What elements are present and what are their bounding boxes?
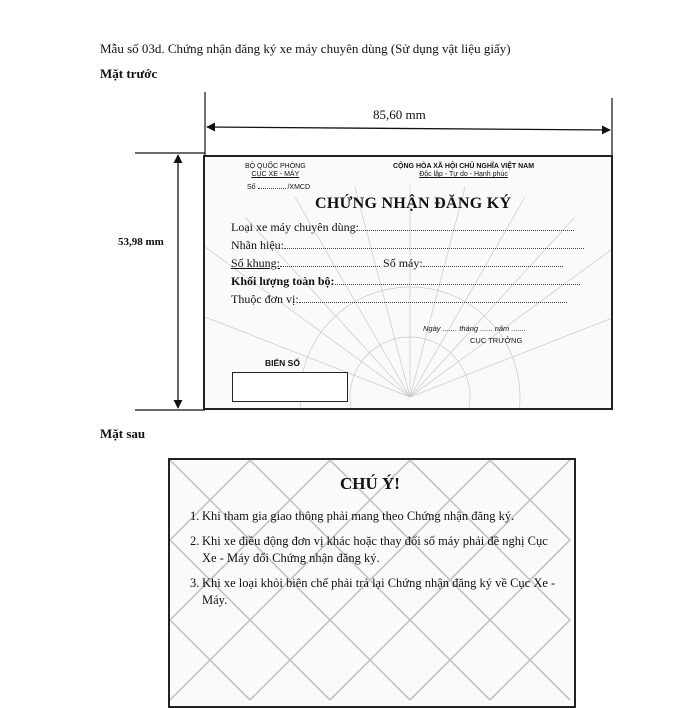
- date-line: Ngày ....... tháng ...... năm .......: [423, 324, 526, 333]
- form-title: Mẫu số 03d. Chứng nhận đăng ký xe máy chuyên dùng (Sử dụng vật liệu giấy): [100, 41, 511, 56]
- notice-number: 2.: [190, 534, 200, 548]
- notice-item: [190, 508, 562, 525]
- notice-list: [190, 508, 562, 609]
- notice-title: CHÚ Ý!: [340, 474, 400, 493]
- plate-label: BIỂN SỐ: [265, 358, 300, 368]
- number-prefix: Số: [247, 184, 256, 191]
- number-line: [247, 184, 310, 192]
- front-side-label: Mặt trước: [100, 66, 158, 81]
- country-line1: CỘNG HÒA XÃ HỘI CHỦ NGHĨA VIỆT NAM: [393, 163, 535, 170]
- vehicle-type-field: [231, 220, 574, 235]
- ministry-line2: CỤC XE - MÁY: [251, 171, 300, 178]
- weight-label: Khối lượng toàn bộ:: [231, 274, 335, 288]
- notice-text: Khi xe điều động đơn vị khác hoặc thay đổi số máy phải đề nghị Cục Xe - Máy đổi Chứng nhận đăng ký.: [202, 534, 548, 565]
- notice-text: Khi xe loại khỏi biên chế phải trả lại Chứng nhận đăng ký về Cục Xe - Máy.: [202, 576, 556, 607]
- notice-number: 1.: [190, 509, 200, 523]
- card-title: CHỨNG NHẬN ĐĂNG KÝ: [315, 195, 512, 212]
- vehicle-type-label: Loại xe máy chuyên dùng:: [231, 220, 359, 234]
- notice-item: [190, 575, 562, 609]
- country-header: [393, 163, 534, 179]
- height-label: 53,98 mm: [118, 236, 164, 248]
- back-side-label: Mặt sau: [100, 426, 146, 441]
- notice-item: [190, 533, 562, 567]
- width-label: 85,60 mm: [373, 107, 426, 122]
- ministry-line1: BỘ QUỐC PHÒNG: [245, 163, 306, 170]
- chassis-label: Số khung:: [231, 256, 281, 270]
- engine-label: Số máy:: [383, 256, 423, 270]
- number-suffix: /XMCD: [287, 184, 311, 191]
- chassis-engine-field: [231, 256, 563, 271]
- notice-number: 3.: [190, 576, 200, 590]
- back-card: [168, 458, 576, 708]
- country-line2: Độc lập - Tự do - Hạnh phúc: [419, 171, 508, 178]
- ministry-header: [245, 163, 306, 179]
- plate-box: [232, 372, 348, 402]
- brand-field: [231, 238, 584, 253]
- brand-label: Nhãn hiệu:: [231, 238, 284, 252]
- signer-title: CỤC TRƯỞNG: [470, 336, 523, 345]
- notice-text: Khi tham gia giao thông phải mang theo Chứng nhận đăng ký.: [202, 509, 515, 523]
- unit-field: [231, 292, 567, 307]
- weight-field: [231, 274, 580, 289]
- front-card: [203, 155, 613, 410]
- unit-label: Thuộc đơn vị:: [231, 292, 299, 306]
